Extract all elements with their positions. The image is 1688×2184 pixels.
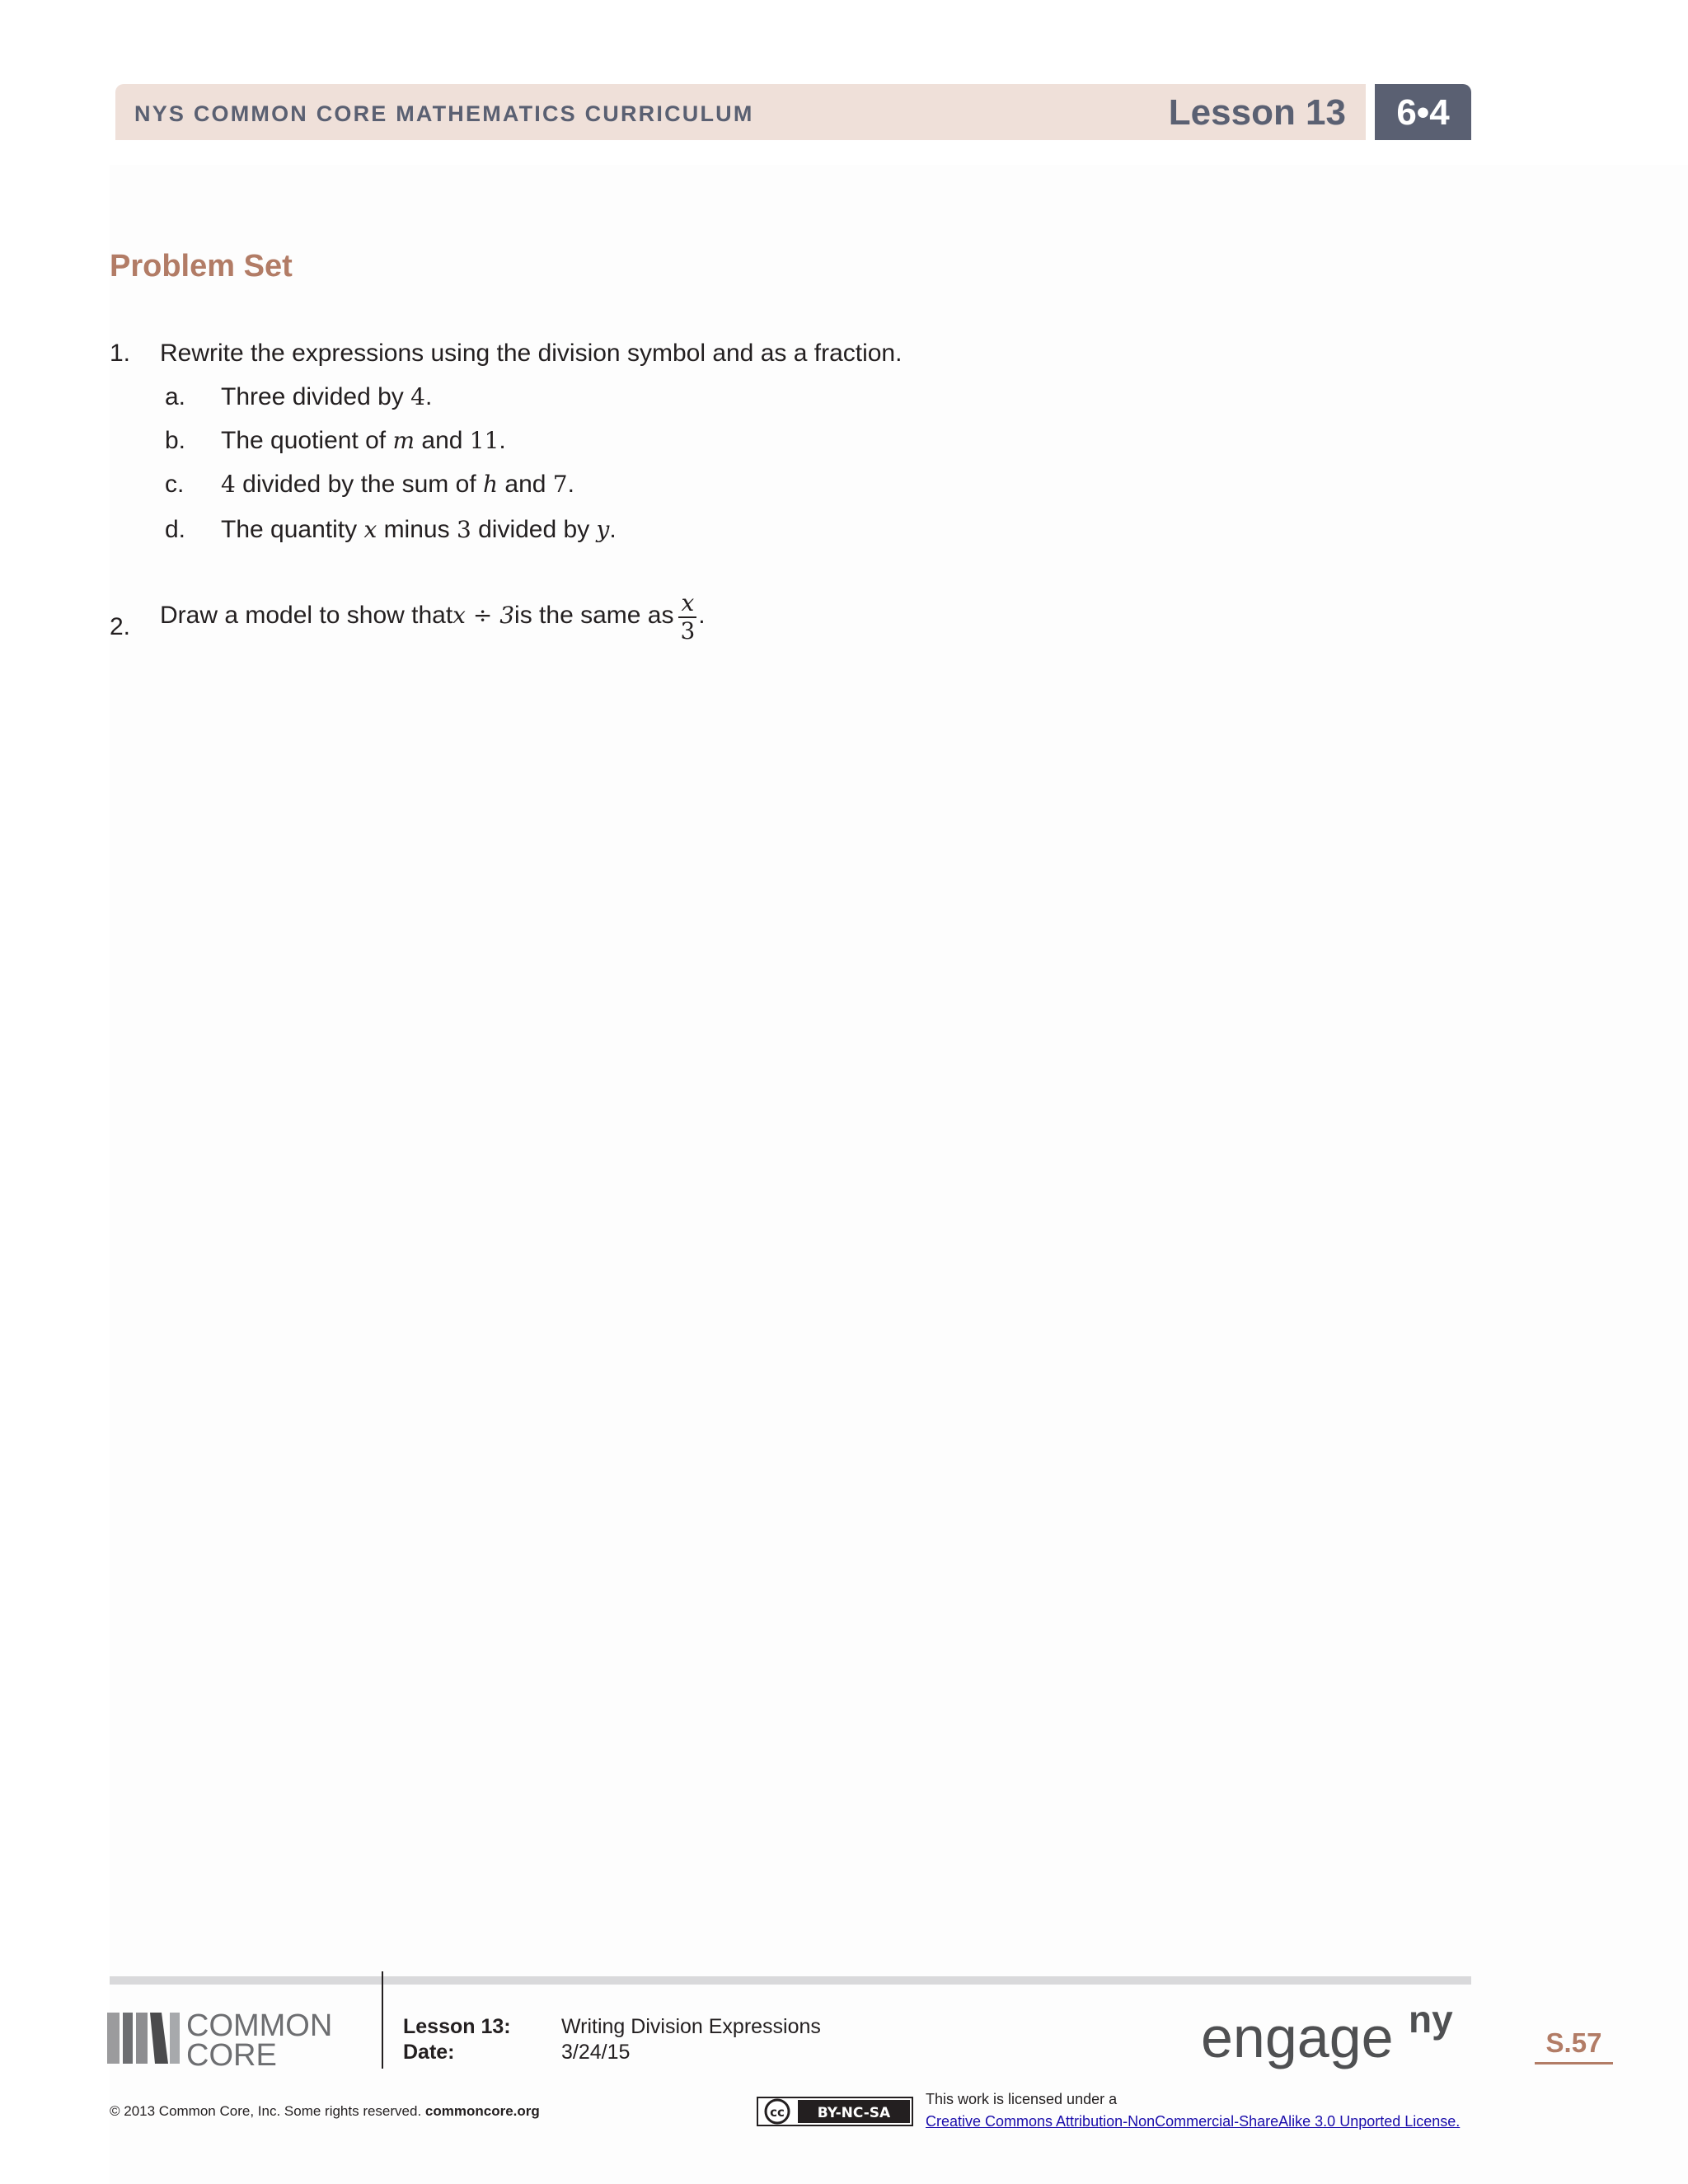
math-variable: x [363,516,377,543]
question-number: 2. [110,613,131,640]
item-text: divided by [471,516,597,543]
curriculum-title: NYS COMMON CORE MATHEMATICS CURRICULUM [134,101,754,126]
license-text: This work is licensed under a [926,2091,1118,2107]
item-text: The quotient of [221,427,393,454]
list-item [221,516,617,544]
section-title: Problem Set [110,249,293,284]
math-number: 4 [221,471,236,498]
item-text: . [499,427,506,454]
engage-logo-text: engage [1201,2005,1394,2069]
list-item [221,427,506,455]
item-letter: b. [165,427,186,454]
math-number: 7 [552,471,568,498]
footer-divider [382,1971,383,2069]
cc-badge-text: BY-NC-SA [817,2105,891,2121]
copyright-text: © 2013 Common Core, Inc. Some rights reserved. [110,2103,425,2119]
math-number: 4 [410,383,425,410]
math-number: 11 [469,427,499,454]
math-variable: y [596,516,610,543]
item-letter: c. [165,471,185,498]
grade-module-badge: 6•4 [1375,84,1471,140]
item-text: and [498,471,553,498]
svg-text:cc: cc [770,2105,785,2120]
copyright-site: commoncore.org [424,2103,540,2119]
item-letter: d. [165,516,186,543]
page-background [110,165,1688,2184]
item-text: and [415,427,470,454]
item-text: minus [377,516,457,543]
fraction-denominator: 3 [680,617,696,644]
list-item [221,383,432,411]
cc-license-badge [757,2097,913,2126]
list-item [221,471,574,499]
logo-text-top: COMMON [186,2008,333,2043]
item-text: . [567,471,574,498]
question-prompt [160,588,706,643]
footer-rule [110,1976,1471,1985]
footer-date-label: Date: [403,2041,455,2064]
copyright-notice [110,2103,540,2120]
question-number: 1. [110,340,131,367]
question-text: Draw a model to show that [160,602,453,629]
question-text: is the same as [514,602,674,629]
common-core-logo [107,2008,363,2069]
engage-ny-logo [1199,2003,1479,2077]
footer-lesson-value: Writing Division Expressions [561,2015,821,2038]
engage-logo-sup: ny [1409,2003,1453,2041]
math-variable: m [392,427,415,454]
lesson-title: Lesson 13 [1168,92,1346,133]
math-number: 3 [456,516,471,543]
item-text: Three divided by [221,383,411,410]
fraction [678,590,696,644]
license-link[interactable]: Creative Commons Attribution-NonCommercial-ShareAlike 3.0 Unported License. [926,2113,1461,2130]
page-number: S.57 [1535,2027,1613,2064]
math-expression: x ÷ 3 [452,602,515,629]
item-text: . [609,516,617,543]
item-letter: a. [165,383,186,410]
footer-lesson-label: Lesson 13: [403,2015,511,2038]
math-variable: h [483,471,499,498]
footer-date-value: 3/24/15 [561,2041,631,2064]
question-text: . [698,602,706,629]
question-prompt: Rewrite the expressions using the division symbol and as a fraction. [160,340,903,367]
logo-text-bottom: CORE [186,2038,277,2069]
fraction-numerator: x [681,589,695,616]
item-text: . [424,383,433,410]
item-text: divided by the sum of [235,471,483,498]
item-text: The quantity [221,516,364,543]
